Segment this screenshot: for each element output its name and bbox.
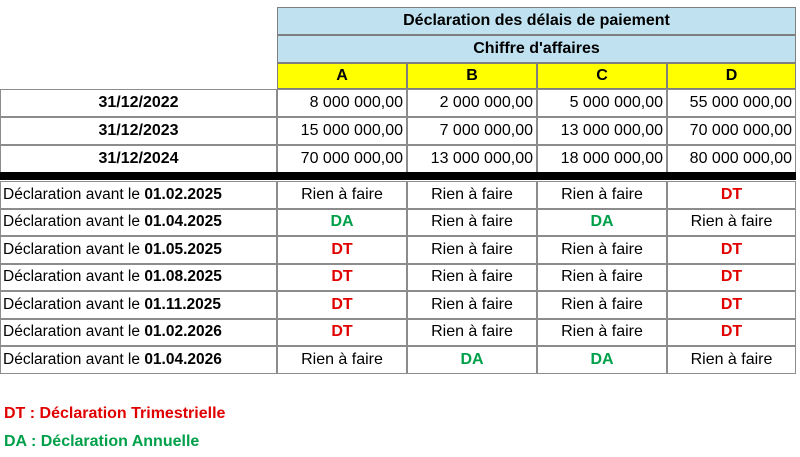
declaration-prefix: Déclaration avant le bbox=[3, 295, 145, 313]
status-cell: Rien à faire bbox=[537, 319, 667, 347]
status-cell: Rien à faire bbox=[277, 346, 407, 374]
declaration-deadline: 01.02.2026 bbox=[144, 323, 222, 341]
declaration-label bbox=[0, 236, 277, 264]
status-cell: DT bbox=[667, 264, 796, 292]
status-cell: DA bbox=[277, 209, 407, 237]
status-cell: DA bbox=[407, 346, 537, 374]
status-cell: Rien à faire bbox=[407, 319, 537, 347]
status-cell: Rien à faire bbox=[537, 264, 667, 292]
declaration-label bbox=[0, 181, 277, 209]
status-cell: DA bbox=[537, 209, 667, 237]
status-cell: DT bbox=[667, 236, 796, 264]
declaration-deadline: 01.08.2025 bbox=[144, 268, 222, 286]
status-cell: Rien à faire bbox=[537, 181, 667, 209]
status-cell: Rien à faire bbox=[537, 236, 667, 264]
row-date: 31/12/2024 bbox=[0, 145, 277, 173]
revenue-value: 18 000 000,00 bbox=[537, 145, 667, 173]
status-cell: DT bbox=[277, 264, 407, 292]
declaration-label bbox=[0, 291, 277, 319]
declaration-prefix: Déclaration avant le bbox=[3, 268, 145, 286]
revenue-value: 13 000 000,00 bbox=[407, 145, 537, 173]
legend-dt: DT : Déclaration Trimestrielle bbox=[4, 405, 226, 422]
declaration-deadline: 01.04.2026 bbox=[144, 350, 222, 368]
status-cell: DT bbox=[667, 319, 796, 347]
status-cell: DA bbox=[537, 346, 667, 374]
row-date: 31/12/2022 bbox=[0, 89, 277, 117]
status-cell: DT bbox=[277, 236, 407, 264]
revenue-value: 70 000 000,00 bbox=[277, 145, 407, 173]
revenue-value: 8 000 000,00 bbox=[277, 89, 407, 117]
status-cell: Rien à faire bbox=[407, 291, 537, 319]
declaration-prefix: Déclaration avant le bbox=[3, 213, 145, 231]
revenue-value: 15 000 000,00 bbox=[277, 117, 407, 145]
status-cell: Rien à faire bbox=[407, 181, 537, 209]
declaration-deadline: 01.02.2025 bbox=[144, 185, 222, 203]
column-header-c: C bbox=[537, 63, 667, 89]
declaration-prefix: Déclaration avant le bbox=[3, 240, 145, 258]
revenue-value: 70 000 000,00 bbox=[667, 117, 796, 145]
column-header-b: B bbox=[407, 63, 537, 89]
declaration-deadline: 01.05.2025 bbox=[144, 240, 222, 258]
status-cell: Rien à faire bbox=[407, 264, 537, 292]
revenue-value: 7 000 000,00 bbox=[407, 117, 537, 145]
column-header-a: A bbox=[277, 63, 407, 89]
status-cell: Rien à faire bbox=[667, 346, 796, 374]
status-cell: Rien à faire bbox=[667, 209, 796, 237]
table-title: Déclaration des délais de paiement bbox=[277, 7, 796, 35]
declaration-deadline: 01.11.2025 bbox=[144, 295, 222, 313]
table-subtitle: Chiffre d'affaires bbox=[277, 35, 796, 63]
revenue-value: 5 000 000,00 bbox=[537, 89, 667, 117]
status-cell: Rien à faire bbox=[407, 236, 537, 264]
declaration-label bbox=[0, 319, 277, 347]
declaration-prefix: Déclaration avant le bbox=[3, 185, 145, 203]
revenue-value: 80 000 000,00 bbox=[667, 145, 796, 173]
status-cell: DT bbox=[667, 181, 796, 209]
revenue-value: 13 000 000,00 bbox=[537, 117, 667, 145]
status-cell: DT bbox=[277, 319, 407, 347]
declaration-label bbox=[0, 264, 277, 292]
section-separator bbox=[0, 172, 796, 180]
declaration-prefix: Déclaration avant le bbox=[3, 323, 145, 341]
legend-da: DA : Déclaration Annuelle bbox=[4, 433, 200, 450]
declaration-prefix: Déclaration avant le bbox=[3, 350, 145, 368]
status-cell: Rien à faire bbox=[277, 181, 407, 209]
status-cell: Rien à faire bbox=[407, 209, 537, 237]
status-cell: DT bbox=[277, 291, 407, 319]
declaration-deadline: 01.04.2025 bbox=[144, 213, 222, 231]
declaration-label bbox=[0, 346, 277, 374]
column-header-d: D bbox=[667, 63, 796, 89]
row-date: 31/12/2023 bbox=[0, 117, 277, 145]
revenue-value: 55 000 000,00 bbox=[667, 89, 796, 117]
status-cell: Rien à faire bbox=[537, 291, 667, 319]
declaration-label bbox=[0, 209, 277, 237]
status-cell: DT bbox=[667, 291, 796, 319]
revenue-value: 2 000 000,00 bbox=[407, 89, 537, 117]
